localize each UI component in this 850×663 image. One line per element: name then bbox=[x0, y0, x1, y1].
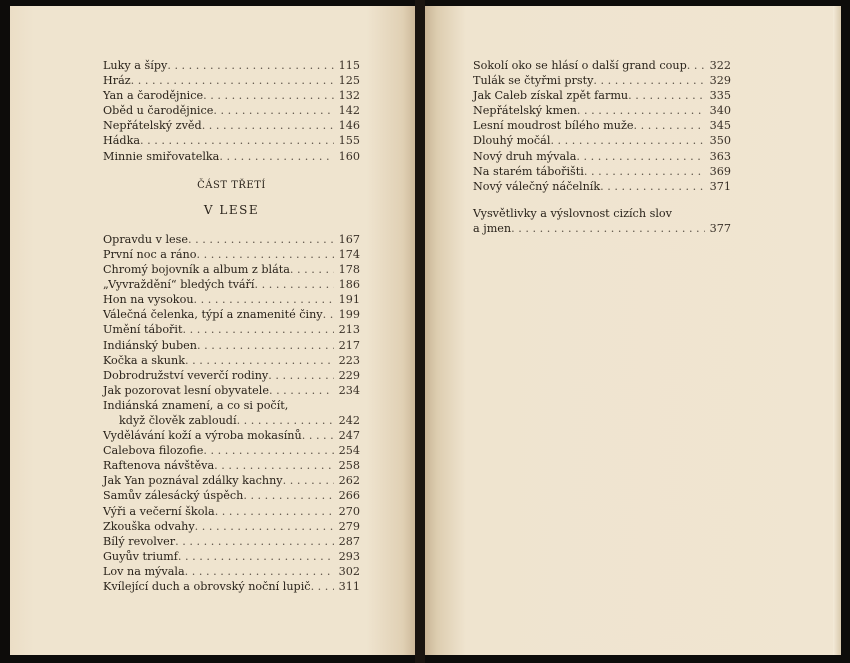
toc-entry bbox=[103, 353, 360, 368]
toc-entry-page: 174 bbox=[338, 247, 360, 261]
toc-entry-title: Vydělávání koží a výroba mokasínů bbox=[103, 429, 302, 443]
toc-entry-title: Oběd u čarodějnice bbox=[103, 104, 214, 118]
dot-leader bbox=[628, 88, 705, 103]
toc-entry-title: Chromý bojovník a album z bláta bbox=[103, 263, 290, 277]
dot-leader bbox=[175, 534, 334, 549]
dot-leader bbox=[214, 458, 334, 473]
part-heading: ČÁST TŘETÍ bbox=[197, 179, 266, 191]
toc-entry bbox=[103, 73, 360, 88]
toc-entry bbox=[473, 88, 731, 103]
toc-entry-title: Samův zálesácký úspěch bbox=[103, 489, 244, 503]
toc-entry bbox=[103, 88, 360, 103]
dot-leader bbox=[254, 277, 334, 292]
toc-entry-page: 213 bbox=[338, 323, 360, 337]
toc-entry bbox=[103, 383, 360, 398]
toc-entry-title: Kvílející duch a obrovský noční lupič bbox=[103, 580, 311, 593]
dot-leader bbox=[195, 519, 334, 534]
toc-entry bbox=[103, 504, 360, 519]
toc-entry-title: Jak Caleb získal zpět farmu bbox=[473, 89, 629, 103]
dot-leader bbox=[290, 262, 334, 277]
toc-entry bbox=[103, 133, 360, 148]
dot-leader bbox=[593, 73, 705, 88]
toc-entry-title: Jak Yan poznával zdálky kachny bbox=[103, 474, 283, 488]
dot-leader bbox=[203, 443, 334, 458]
dot-leader bbox=[311, 579, 334, 594]
toc-entry-title: když člověk zabloudí bbox=[119, 413, 237, 427]
dot-leader bbox=[269, 383, 334, 398]
toc-entry bbox=[103, 118, 360, 133]
dot-leader bbox=[196, 247, 334, 262]
toc-entry-title: Sokolí oko se hlásí o další grand coup bbox=[473, 59, 687, 72]
toc-entry-title: Tulák se čtyřmi prsty bbox=[473, 74, 594, 88]
toc-entry bbox=[103, 549, 360, 564]
toc-entry-title: První noc a ráno bbox=[103, 247, 197, 261]
dot-leader bbox=[197, 338, 334, 353]
dot-leader bbox=[633, 118, 705, 133]
toc-entry-page: 329 bbox=[709, 74, 731, 88]
toc-entry-title: Válečná čelenka, týpí a znamenité činy bbox=[103, 308, 323, 322]
toc-entry-page: 377 bbox=[709, 221, 731, 235]
toc-entry-title: Minnie smiřovatelka bbox=[103, 149, 220, 163]
dot-leader bbox=[188, 232, 334, 247]
toc-entry-page: 186 bbox=[338, 278, 360, 292]
toc-entry-page: 142 bbox=[338, 104, 360, 118]
dot-leader bbox=[550, 133, 705, 148]
toc-entry-page: 302 bbox=[338, 564, 360, 578]
toc-entry-page: 287 bbox=[338, 534, 360, 548]
toc-entry-title: Dobrodružství veverčí rodiny bbox=[103, 368, 269, 382]
toc-entry-page: 125 bbox=[338, 74, 360, 88]
toc-entry bbox=[103, 58, 360, 73]
toc-entry-title: Bílý revolver bbox=[103, 534, 176, 548]
toc-entry-page: 234 bbox=[338, 383, 360, 397]
page-edge bbox=[833, 6, 841, 655]
toc-entry-title: „Vyvraždění“ bledých tváří bbox=[103, 278, 255, 292]
dot-leader bbox=[323, 307, 334, 322]
toc-entry-title: a jmen bbox=[473, 221, 512, 235]
left-toc bbox=[103, 58, 360, 594]
dot-leader bbox=[167, 58, 334, 73]
toc-entry-glossary bbox=[473, 221, 731, 236]
toc-entry-title: Yan a čarodějnice bbox=[103, 89, 204, 103]
toc-entry bbox=[103, 338, 360, 353]
toc-entry-page: 270 bbox=[338, 504, 360, 518]
toc-entry bbox=[103, 473, 360, 488]
toc-entry-title: Vysvětlivky a výslovnost cizích slov bbox=[473, 206, 672, 220]
toc-list-part-two bbox=[103, 58, 360, 164]
dot-leader bbox=[584, 164, 705, 179]
toc-entry-page: 262 bbox=[338, 474, 360, 488]
section-heading: V LESE bbox=[203, 202, 260, 217]
dot-leader bbox=[243, 488, 334, 503]
toc-entry-page: 258 bbox=[338, 459, 360, 473]
toc-entry-title: Hádka bbox=[103, 134, 141, 148]
toc-entry-title: Opravdu v lese bbox=[103, 232, 189, 246]
right-page bbox=[425, 6, 835, 655]
dot-leader bbox=[178, 549, 334, 564]
dot-leader bbox=[131, 73, 334, 88]
toc-entry-page: 266 bbox=[338, 489, 360, 503]
dot-leader bbox=[202, 118, 334, 133]
toc-entry-page: 223 bbox=[338, 353, 360, 367]
toc-entry-title: Na starém tábořišti bbox=[473, 164, 584, 178]
toc-entry-page: 254 bbox=[338, 444, 360, 458]
toc-entry bbox=[103, 519, 360, 534]
dot-leader bbox=[185, 353, 334, 368]
toc-entry bbox=[103, 277, 360, 292]
toc-entry bbox=[103, 103, 360, 118]
toc-list-continued bbox=[473, 58, 731, 194]
dot-leader bbox=[203, 88, 334, 103]
toc-entry-title: Kočka a skunk bbox=[103, 353, 185, 367]
toc-entry bbox=[103, 149, 360, 164]
toc-entry bbox=[473, 164, 731, 179]
toc-entry-title: Zkouška odvahy bbox=[103, 519, 195, 533]
toc-entry-title: Lov na mývala bbox=[103, 564, 185, 578]
toc-entry-page: 293 bbox=[338, 549, 360, 563]
toc-entry-page: 242 bbox=[338, 413, 360, 427]
toc-entry-page: 178 bbox=[338, 263, 360, 277]
book-gutter bbox=[415, 0, 425, 663]
toc-entry-page: 199 bbox=[338, 308, 360, 322]
toc-entry-title: Nepřátelský kmen bbox=[473, 104, 577, 118]
toc-entry bbox=[473, 133, 731, 148]
toc-entry-page: 279 bbox=[338, 519, 360, 533]
toc-entry-page: 229 bbox=[338, 368, 360, 382]
toc-entry-page: 335 bbox=[709, 89, 731, 103]
toc-entry-title: Lesní moudrost bílého muže bbox=[473, 119, 634, 133]
toc-entry-title: Dlouhý močál bbox=[473, 134, 551, 148]
toc-entry-title: Hon na vysokou bbox=[103, 293, 194, 307]
toc-list-part-three bbox=[103, 232, 360, 594]
toc-entry-title: Guyův triumf bbox=[103, 549, 178, 563]
toc-entry-page: 363 bbox=[709, 149, 731, 163]
toc-entry-title: Nový druh mývala bbox=[473, 149, 577, 163]
dot-leader bbox=[215, 504, 334, 519]
toc-entry-page: 167 bbox=[338, 232, 360, 246]
toc-entry-title: Jak pozorovat lesní obyvatele bbox=[103, 383, 269, 397]
dot-leader bbox=[576, 149, 705, 164]
toc-entry-title: Calebova filozofie bbox=[103, 444, 204, 458]
toc-entry-page: 146 bbox=[338, 119, 360, 133]
toc-entry-title: Luky a šípy bbox=[103, 59, 168, 72]
toc-entry-page: 155 bbox=[338, 134, 360, 148]
toc-entry bbox=[473, 103, 731, 118]
toc-entry bbox=[103, 322, 360, 337]
toc-entry-page: 345 bbox=[709, 119, 731, 133]
dot-leader bbox=[140, 133, 334, 148]
toc-entry-page: 247 bbox=[338, 429, 360, 443]
toc-entry-page: 311 bbox=[338, 580, 360, 593]
dot-leader bbox=[185, 564, 334, 579]
dot-leader bbox=[511, 221, 705, 236]
dot-leader bbox=[268, 368, 334, 383]
toc-entry bbox=[103, 262, 360, 277]
toc-entry-title: Výři a večerní škola bbox=[103, 504, 215, 518]
dot-leader bbox=[219, 149, 334, 164]
toc-entry-page: 132 bbox=[338, 89, 360, 103]
dot-leader bbox=[687, 58, 705, 73]
dot-leader bbox=[302, 428, 334, 443]
toc-entry-page: 160 bbox=[338, 149, 360, 163]
toc-entry bbox=[473, 73, 731, 88]
right-toc bbox=[473, 58, 731, 236]
dot-leader bbox=[600, 179, 705, 194]
toc-entry bbox=[103, 413, 360, 428]
toc-entry bbox=[103, 292, 360, 307]
toc-entry bbox=[473, 179, 731, 194]
toc-entry bbox=[103, 428, 360, 443]
toc-entry-page: 115 bbox=[338, 59, 360, 72]
toc-entry bbox=[103, 488, 360, 503]
toc-entry bbox=[103, 579, 360, 594]
toc-entry bbox=[103, 247, 360, 262]
toc-entry bbox=[103, 398, 360, 413]
toc-entry-page: 340 bbox=[709, 104, 731, 118]
toc-entry-page: 350 bbox=[709, 134, 731, 148]
toc-entry-page: 371 bbox=[709, 179, 731, 193]
toc-entry-page: 191 bbox=[338, 293, 360, 307]
toc-entry bbox=[103, 458, 360, 473]
toc-entry bbox=[103, 564, 360, 579]
toc-entry bbox=[103, 307, 360, 322]
dot-leader bbox=[182, 322, 334, 337]
toc-entry-title: Indiánský buben bbox=[103, 338, 197, 352]
toc-entry bbox=[473, 118, 731, 133]
left-page bbox=[10, 6, 415, 655]
dot-leader bbox=[577, 103, 705, 118]
toc-entry bbox=[103, 232, 360, 247]
toc-entry-title: Nový válečný náčelník bbox=[473, 179, 601, 193]
toc-entry bbox=[473, 58, 731, 73]
toc-entry-title: Nepřátelský zvěd bbox=[103, 119, 202, 133]
dot-leader bbox=[237, 413, 334, 428]
toc-entry-title: Umění tábořit bbox=[103, 323, 183, 337]
toc-entry bbox=[103, 534, 360, 549]
toc-entry-page: 217 bbox=[338, 338, 360, 352]
toc-entry-glossary-line1 bbox=[473, 206, 731, 221]
toc-entry bbox=[103, 368, 360, 383]
toc-entry bbox=[103, 443, 360, 458]
toc-entry-title: Raftenova návštěva bbox=[103, 459, 215, 473]
dot-leader bbox=[213, 103, 334, 118]
toc-entry-page: 322 bbox=[709, 59, 731, 72]
toc-entry-page: 369 bbox=[709, 164, 731, 178]
dot-leader bbox=[194, 292, 334, 307]
toc-entry bbox=[473, 149, 731, 164]
dot-leader bbox=[283, 473, 334, 488]
toc-entry-title: Hráz bbox=[103, 74, 131, 88]
toc-entry-title: Indiánská znamení, a co si počít, bbox=[103, 398, 289, 412]
